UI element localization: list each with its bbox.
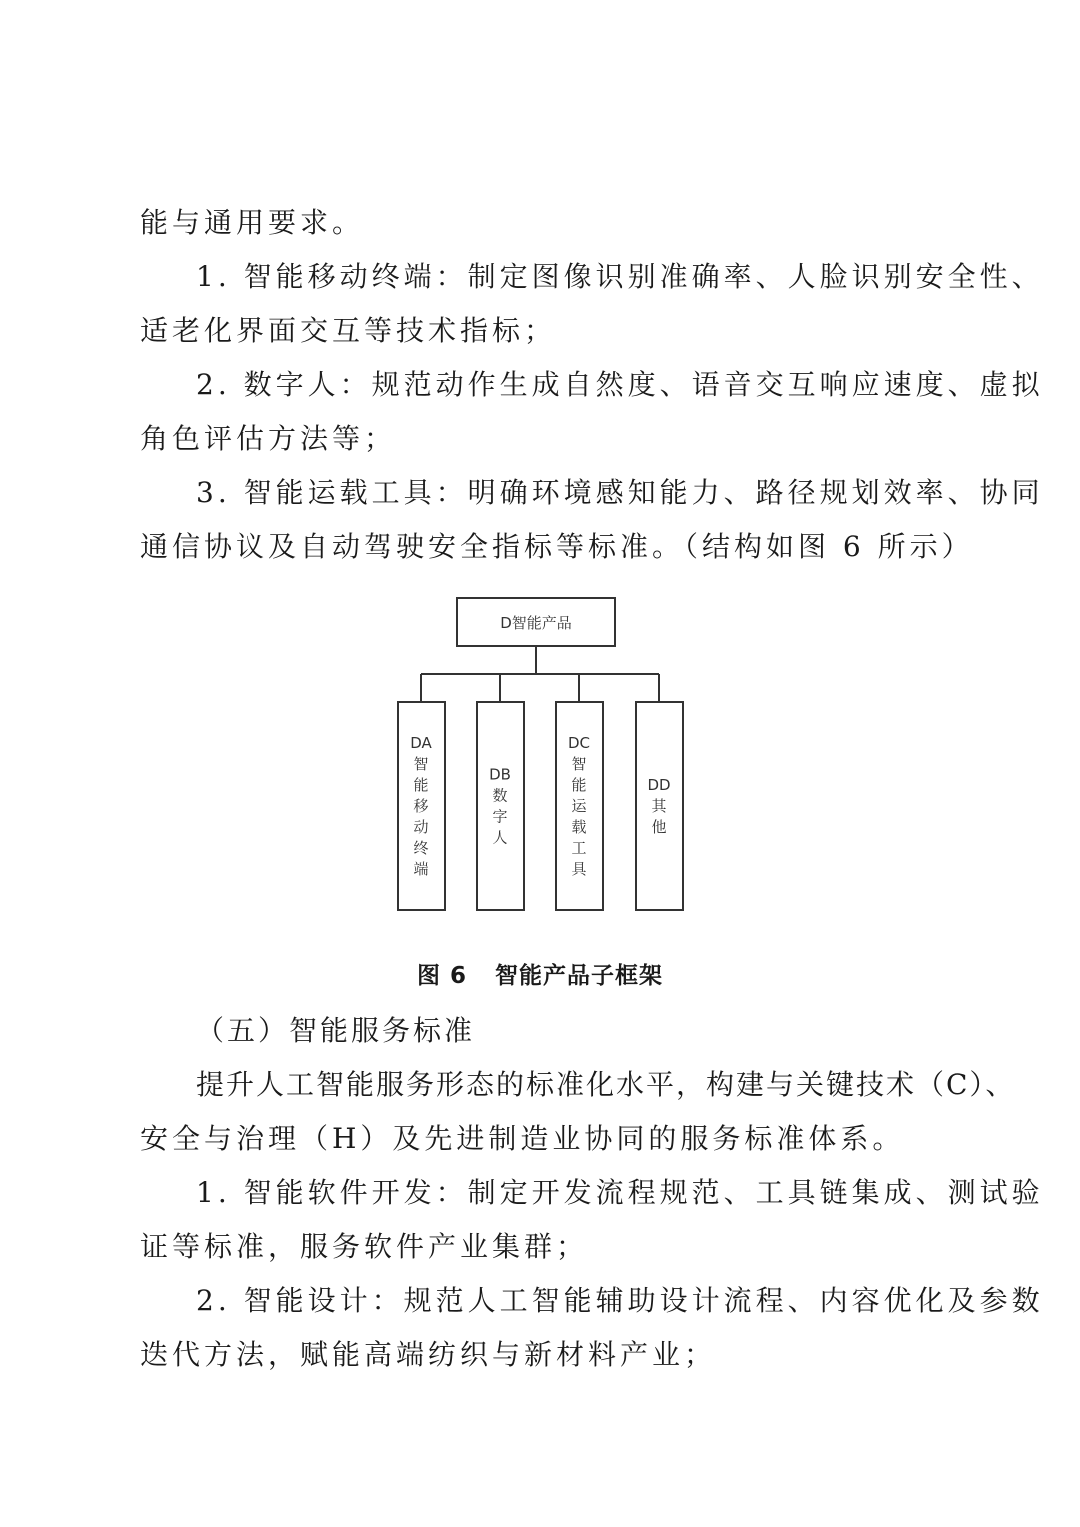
diagram-child-code: DC bbox=[567, 734, 591, 752]
diagram-child-label-char: 数 bbox=[492, 786, 508, 805]
paragraph-line: 迭代方法，赋能高端纺织与新材料产业； bbox=[140, 1338, 717, 1371]
diagram-child-label-char: 能 bbox=[413, 776, 429, 794]
diagram-child-label-char: 其 bbox=[651, 797, 667, 815]
paragraph-line: 1. 智能软件开发：制定开发流程规范、工具链集成、测试验 bbox=[196, 1176, 1044, 1209]
diagram-child-label-char: 端 bbox=[413, 860, 429, 878]
paragraph-line: 证等标准，服务软件产业集群； bbox=[140, 1230, 589, 1263]
diagram-child-label-char: 运 bbox=[571, 797, 587, 815]
diagram-child-code: DA bbox=[410, 734, 432, 752]
diagram-child-label-char: 工 bbox=[571, 839, 587, 857]
paragraph-line: 能与通用要求。 bbox=[140, 206, 365, 239]
diagram-child-label-char: 人 bbox=[492, 828, 508, 847]
paragraph-line: 提升人工智能服务形态的标准化水平，构建与关键技术（C）、 bbox=[196, 1068, 1016, 1101]
figure-title: 智能产品子框架 bbox=[495, 963, 663, 989]
diagram-child-label-char: 载 bbox=[571, 818, 587, 836]
paragraph-line: 1. 智能移动终端：制定图像识别准确率、人脸识别安全性、 bbox=[196, 260, 1044, 293]
paragraph-line: 2. 数字人：规范动作生成自然度、语音交互响应速度、虚拟 bbox=[196, 368, 1044, 401]
diagram-child-label-char: 智 bbox=[571, 755, 587, 773]
paragraph-line: 安全与治理（H）及先进制造业协同的服务标准体系。 bbox=[140, 1122, 905, 1155]
diagram-child-code: DB bbox=[489, 765, 511, 784]
paragraph-line: 角色评估方法等； bbox=[140, 422, 397, 455]
section-heading: （五）智能服务标准 bbox=[196, 1014, 476, 1047]
diagram-child-label-char: 移 bbox=[413, 797, 429, 815]
paragraph-line: 通信协议及自动驾驶安全指标等标准。（结构如图 6 所示） bbox=[140, 530, 974, 563]
diagram-child-code: DD bbox=[647, 776, 671, 794]
diagram-child-label-char: 能 bbox=[571, 776, 587, 794]
diagram-child-label-char: 智 bbox=[413, 755, 429, 773]
diagram-child-label-char: 具 bbox=[571, 860, 587, 878]
figure-number: 图 6 bbox=[416, 963, 467, 989]
paragraph-line: 适老化界面交互等技术指标； bbox=[140, 314, 557, 347]
diagram-child-box bbox=[477, 702, 524, 910]
diagram-child-label-char: 终 bbox=[413, 839, 429, 857]
diagram-child-label-char: 他 bbox=[651, 818, 667, 836]
figure-caption bbox=[0, 958, 1080, 994]
paragraph-line: 2. 智能设计：规范人工智能辅助设计流程、内容优化及参数 bbox=[196, 1284, 1044, 1317]
paragraph-line: 3. 智能运载工具：明确环境感知能力、路径规划效率、协同 bbox=[196, 476, 1044, 509]
diagram-root-label: D智能产品 bbox=[500, 614, 572, 632]
diagram-child-label-char: 字 bbox=[492, 807, 508, 826]
diagram-child-label-char: 动 bbox=[413, 818, 429, 836]
